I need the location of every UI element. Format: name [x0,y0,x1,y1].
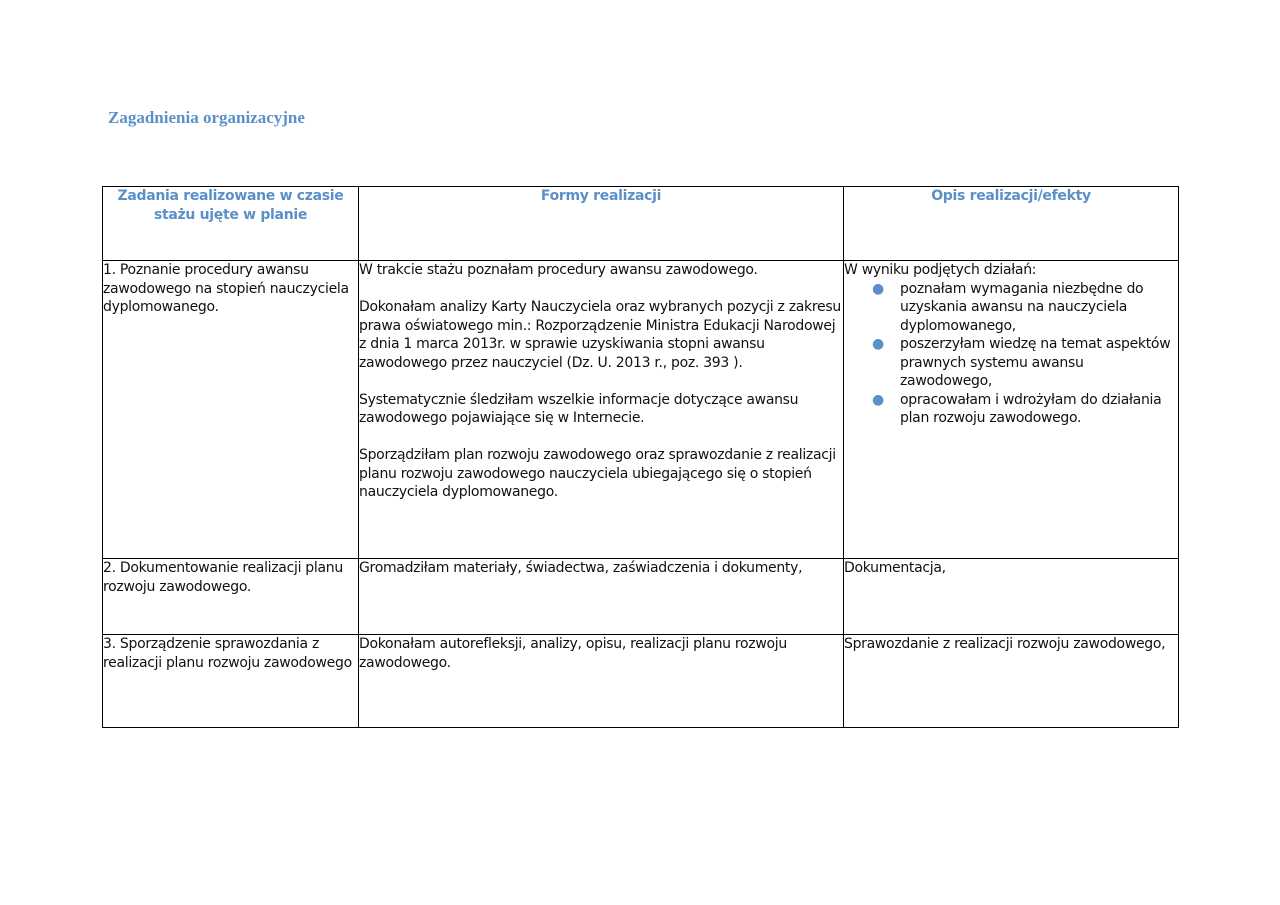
forms-cell [359,635,844,728]
page-heading: Zagadnienia organizacyjne [108,108,305,127]
forms-paragraph: Sporządziłam plan rozwoju zawodowego oraz sprawozdanie z realizacji planu rozwoju zawodowego nauczyciela ubiegającego się o stopień nauczyciela dyplomowanego. [359,447,836,500]
task-cell: 1. Poznanie procedury awansu zawodowego na stopień nauczyciela dyplomowanego. [103,261,359,559]
forms-paragraph: Dokonałam autorefleksji, analizy, opisu, realizacji planu rozwoju zawodowego. [359,636,787,671]
header-forms: Formy realizacji [359,187,844,261]
forms-paragraph: Dokonałam analizy Karty Nauczyciela oraz wybranych pozycji z zakresu prawa oświatowego min.: Rozporządzenie Ministra Edukacji Narodowej z dnia 1 marca 2013r. w sprawie uzyskiwania stopni awansu zawodowego przez nauczyciel (Dz. U. 2013 r., poz. 393 ). [359,299,841,371]
header-tasks: Zadania realizowane w czasie stażu ujęte w planie [103,187,359,261]
forms-paragraph: Gromadziłam materiały, świadectwa, zaświadczenia i dokumenty, [359,560,803,576]
effects-cell: Sprawozdanie z realizacji rozwoju zawodowego, [844,635,1179,728]
effects-cell: Dokumentacja, [844,559,1179,635]
task-cell: 2. Dokumentowanie realizacji planu rozwoju zawodowego. [103,559,359,635]
bullet-dot-icon: ● [872,280,884,297]
effects-cell [844,261,1179,559]
list-item [872,391,1178,428]
bullet-dot-icon: ● [872,391,884,408]
table-row [103,559,1179,635]
task-cell: 3. Sporządzenie sprawozdania z realizacji planu rozwoju zawodowego [103,635,359,728]
effects-intro: W wyniku podjętych działań: [844,262,1037,278]
bullet-dot-icon: ● [872,336,884,352]
effects-list [844,280,1178,428]
table-row [103,261,1179,559]
table-row [103,635,1179,728]
effect-text: poszerzyłam wiedzę na temat aspektów prawnych systemu awansu zawodowego, [900,336,1171,389]
list-item [872,335,1178,391]
header-effects: Opis realizacji/efekty [844,187,1179,261]
forms-paragraph: Systematycznie śledziłam wszelkie informacje dotyczące awansu zawodowego pojawiające się w Internecie. [359,391,799,426]
forms-paragraph: W trakcie stażu poznałam procedury awansu zawodowego. [359,262,758,278]
effect-text: opracowałam i wdrożyłam do działania plan rozwoju zawodowego. [900,391,1162,426]
plan-table [102,186,1179,728]
table-header-row [103,187,1179,261]
effect-text: poznałam wymagania niezbędne do uzyskania awansu na nauczyciela dyplomowanego, [900,280,1144,334]
forms-cell [359,559,844,635]
list-item [872,280,1178,336]
forms-cell [359,261,844,559]
